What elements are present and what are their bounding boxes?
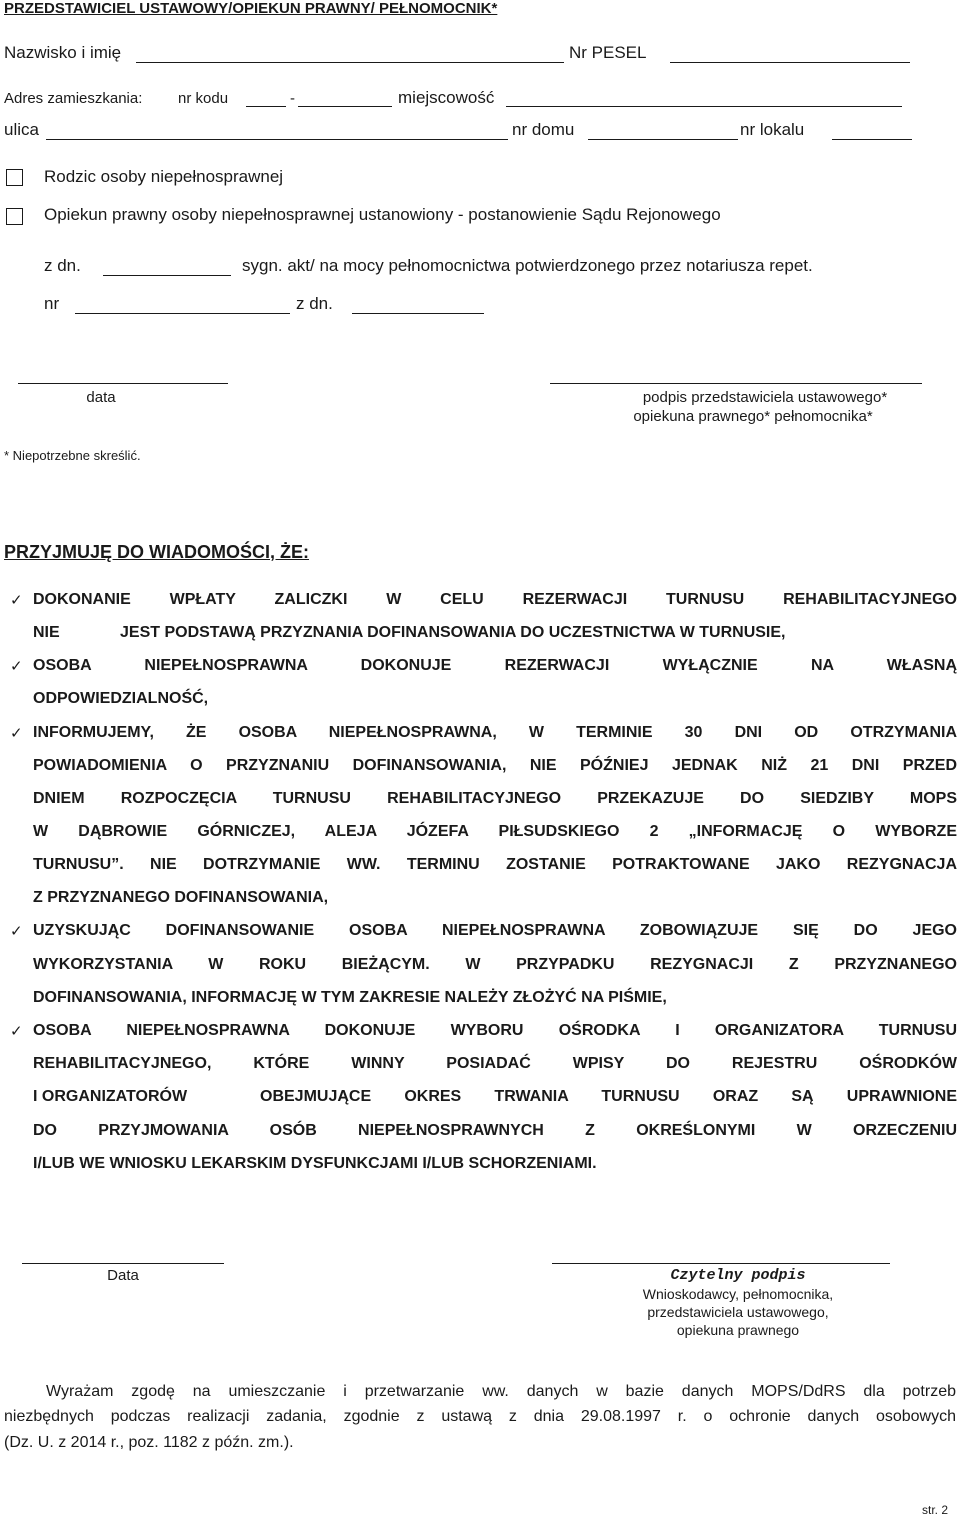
- ack-line: I ORGANIZATORÓW: [33, 1088, 188, 1105]
- ack-line: DNIEM ROZPOCZĘCIA TURNUSU REHABILITACYJNEGO PRZEKAZUJE DO SIEDZIBY MOPS: [33, 790, 957, 807]
- check-icon: ✓: [10, 592, 23, 609]
- ack-line: OSOBA NIEPEŁNOSPRAWNA DOKONUJE WYBORU OŚRODKA I ORGANIZATORA TURNUSU: [33, 1022, 957, 1039]
- city-field[interactable]: [506, 106, 902, 107]
- pesel-label: Nr PESEL: [569, 43, 647, 62]
- ack-line: I/LUB WE WNIOSKU LEKARSKIM DYSFUNKCJAMI I/LUB SCHORZENIAMI.: [33, 1155, 597, 1172]
- sygn-text: sygn. akt/ na mocy pełnomocnictwa potwierdzonego przez notariusza repet.: [242, 256, 813, 275]
- house-field[interactable]: [588, 139, 738, 140]
- court-date-field[interactable]: [103, 275, 231, 276]
- ack-heading: PRZYJMUJĘ DO WIADOMOŚCI, ŻE:: [4, 542, 310, 562]
- ack-line: JEST PODSTAWĄ PRZYZNANIA DOFINANSOWANIA DO UCZESTNICTWA W TURNUSIE,: [120, 624, 786, 641]
- check-icon: ✓: [10, 1023, 23, 1040]
- date-caption: data: [86, 389, 116, 406]
- ack-line: OSOBA NIEPEŁNOSPRAWNA DOKONUJE REZERWACJI WYŁĄCZNIE NA WŁASNĄ: [33, 657, 957, 674]
- check-icon: ✓: [10, 725, 23, 742]
- postal-field-1[interactable]: [246, 106, 286, 107]
- postal-label: nr kodu: [178, 90, 229, 107]
- ack-line: TURNUSU”. NIE DOTRZYMANIE WW. TERMINU ZOSTANIE POTRAKTOWANE JAKO REZYGNACJA: [33, 856, 957, 873]
- street-field[interactable]: [46, 139, 508, 140]
- ack-line: INFORMUJEMY, ŻE OSOBA NIEPEŁNOSPRAWNA, W TERMINIE 30 DNI OD OTRZYMANIA: [33, 724, 957, 741]
- ack-line: POWIADOMIENIA O PRZYZNANIU DOFINANSOWANIA, NIE PÓŹNIEJ JEDNAK NIŻ 21 DNI PRZED: [33, 757, 957, 774]
- signature2-line-1: Wnioskodawcy, pełnomocnika,: [642, 1286, 834, 1302]
- signature-caption-2: opiekuna prawnego* pełnomocnika*: [633, 408, 873, 425]
- consent-line-3: (Dz. U. z 2014 r., poz. 1182 z późn. zm.).: [4, 1434, 294, 1451]
- ack-line: DOFINANSOWANIA, INFORMACJĘ W TYM ZAKRESIE NALEŻY ZŁOŻYĆ NA PIŚMIE,: [33, 989, 667, 1006]
- city-label: miejscowość: [398, 88, 495, 107]
- page-number: str. 2: [922, 1503, 949, 1517]
- repet-date-field[interactable]: [352, 313, 484, 314]
- house-label: nr domu: [512, 120, 575, 139]
- check-icon: ✓: [10, 923, 23, 940]
- section-title: PRZEDSTAWICIEL USTAWOWY/OPIEKUN PRAWNY/ PEŁNOMOCNIK*: [4, 0, 498, 17]
- consent-line-2: niezbędnych podczas realizacji zadania, zgodnie z ustawą z dnia 29.08.1997 r. o ochronie danych osobowych: [4, 1408, 956, 1425]
- ack-line: REHABILITACYJNEGO, KTÓRE WINNY POSIADAĆ WPISY DO REJESTRU OŚRODKÓW: [33, 1055, 957, 1072]
- readable-signature-title: Czytelny podpis: [670, 1267, 806, 1284]
- date-line[interactable]: [18, 383, 228, 384]
- ack-line: Z PRZYZNANEGO DOFINANSOWANIA,: [33, 889, 329, 906]
- apt-field[interactable]: [832, 139, 912, 140]
- repet-nr-field[interactable]: [75, 313, 290, 314]
- signature-line-2[interactable]: [552, 1263, 890, 1264]
- guardian-option-label: Opiekun prawny osoby niepełnosprawnej ustanowiony - postanowienie Sądu Rejonowego: [44, 205, 721, 224]
- ack-line: WYKORZYSTANIA W ROKU BIEŻĄCYM. W PRZYPADKU REZYGNACJI Z PRZYZNANEGO: [33, 956, 957, 973]
- ack-line: DOKONANIE WPŁATY ZALICZKI W CELU REZERWACJI TURNUSU REHABILITACYJNEGO: [33, 591, 957, 608]
- consent-line-1: Wyrażam zgodę na umieszczanie i przetwarzanie ww. danych w bazie danych MOPS/DdRS dla potrzeb: [46, 1383, 956, 1400]
- signature2-line-2: przedstawiciela ustawowego,: [647, 1304, 829, 1320]
- name-label: Nazwisko i imię: [4, 43, 122, 62]
- postal-field-2[interactable]: [298, 106, 392, 107]
- footnote: * Niepotrzebne skreślić.: [4, 448, 141, 463]
- date-line-2[interactable]: [22, 1263, 224, 1264]
- signature-line[interactable]: [550, 383, 922, 384]
- ack-line: NIE: [33, 624, 60, 641]
- signature2-line-3: opiekuna prawnego: [676, 1322, 800, 1338]
- signature-caption-1: podpis przedstawiciela ustawowego*: [642, 389, 888, 406]
- guardian-checkbox[interactable]: [6, 208, 23, 225]
- parent-checkbox[interactable]: [6, 169, 23, 186]
- date-label-2: z dn.: [296, 294, 333, 313]
- ack-line: W DĄBROWIE GÓRNICZEJ, ALEJA JÓZEFA PIŁSUDSKIEGO 2 „INFORMACJĘ O WYBORZE: [33, 823, 957, 840]
- ack-line: DO PRZYJMOWANIA OSÓB NIEPEŁNOSPRAWNYCH Z OKREŚLONYMI W ORZECZENIU: [33, 1122, 957, 1139]
- date-caption-2: Data: [107, 1267, 139, 1284]
- ack-line: OBEJMUJĄCE OKRES TRWANIA TURNUSU ORAZ SĄ UPRAWNIONE: [260, 1088, 957, 1105]
- check-icon: ✓: [10, 658, 23, 675]
- parent-option-label: Rodzic osoby niepełnosprawnej: [44, 167, 284, 186]
- street-label: ulica: [4, 120, 39, 139]
- pesel-field[interactable]: [670, 62, 910, 63]
- address-label: Adres zamieszkania:: [4, 90, 143, 107]
- name-field[interactable]: [136, 62, 564, 63]
- date-label: z dn.: [44, 256, 81, 275]
- apt-label: nr lokalu: [740, 120, 805, 139]
- ack-line: ODPOWIEDZIALNOŚĆ,: [33, 690, 209, 707]
- ack-line: UZYSKUJĄC DOFINANSOWANIE OSOBA NIEPEŁNOSPRAWNA ZOBOWIĄZUJE SIĘ DO JEGO: [33, 922, 957, 939]
- nr-label: nr: [44, 294, 60, 313]
- postal-dash: -: [290, 90, 295, 107]
